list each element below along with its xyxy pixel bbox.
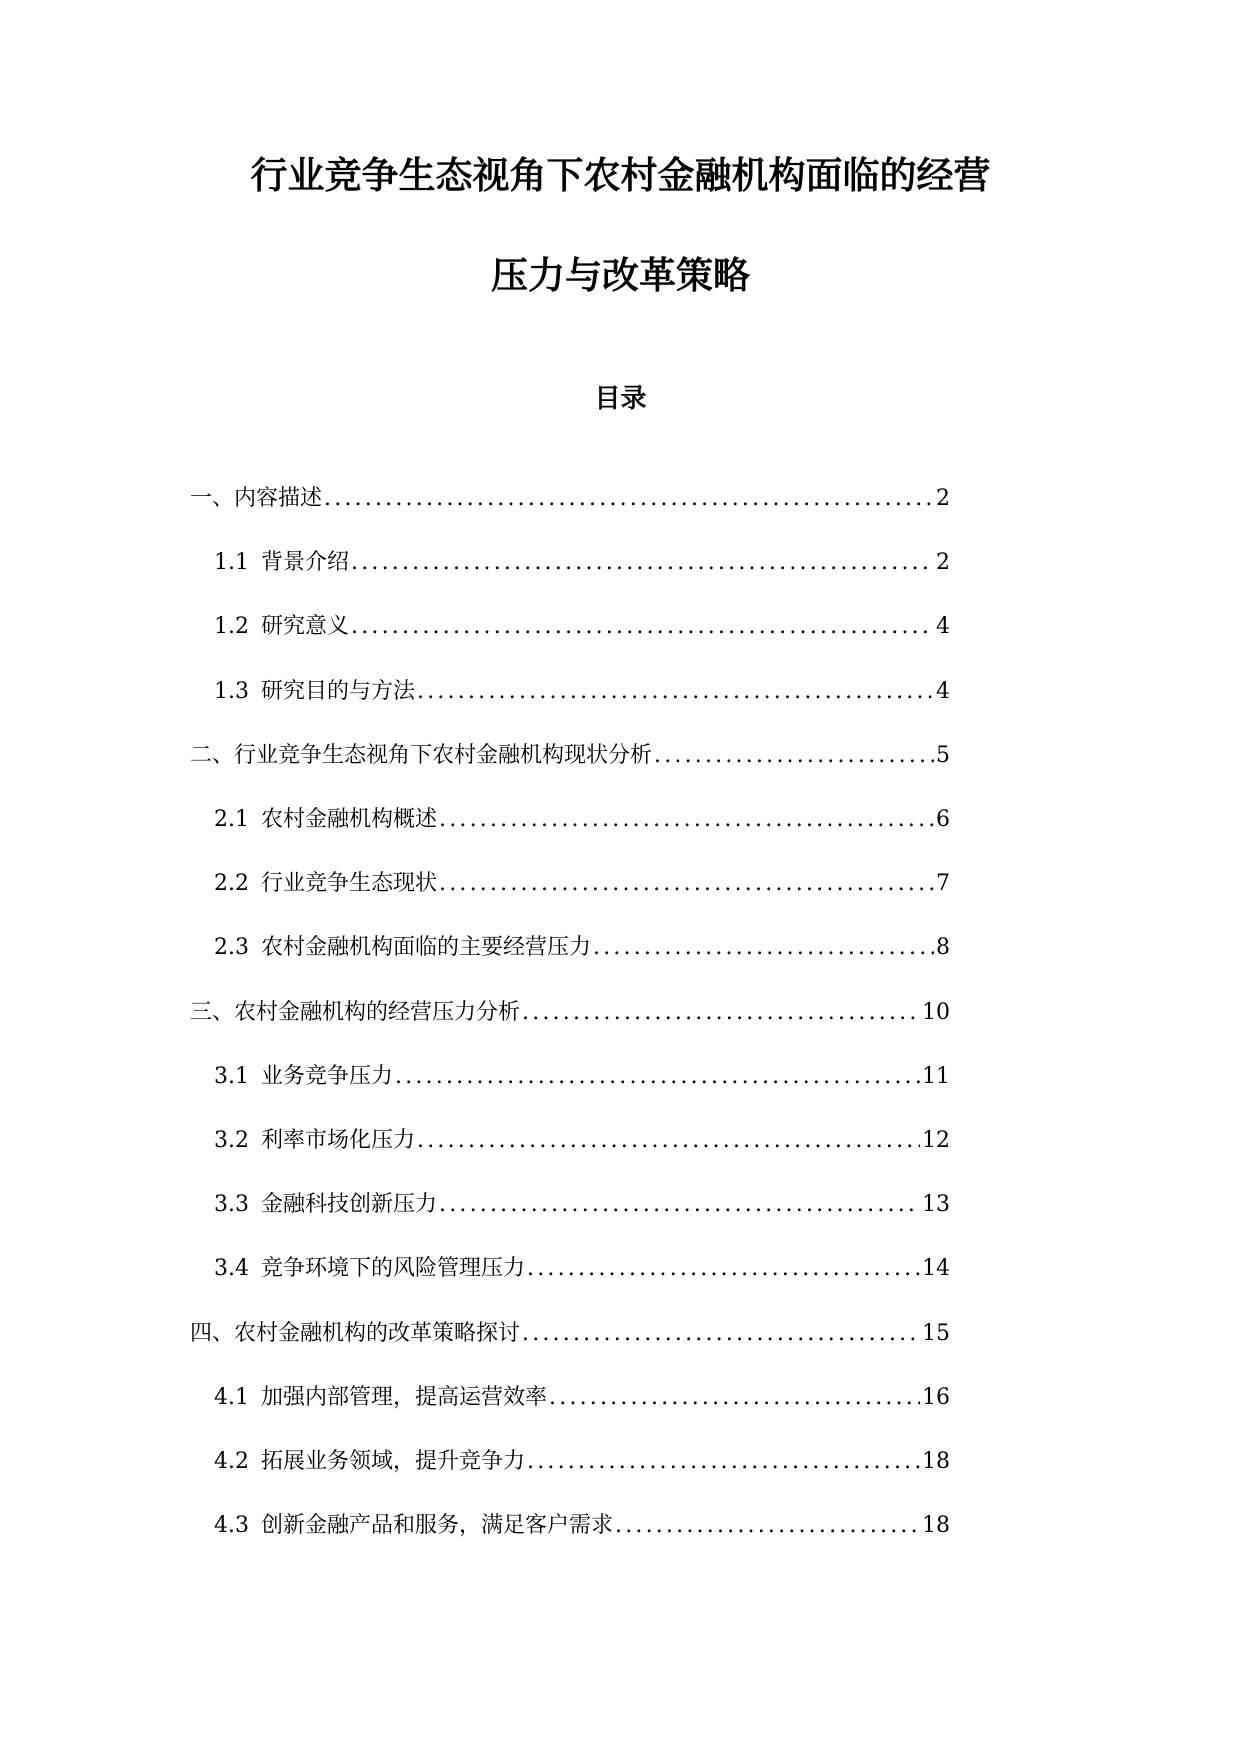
toc-entry-label: 金融科技创新压力: [261, 1192, 438, 1217]
toc-entry-page-number: 12: [922, 1128, 950, 1153]
toc-entry-number: 1.2: [214, 614, 249, 639]
toc-entry-page-number: 5: [936, 743, 950, 768]
toc-entry-label: 一、内容描述: [190, 486, 323, 511]
toc-entry-number: 1.3: [214, 679, 249, 704]
toc-leader-dots: [439, 805, 934, 835]
toc-leader-dots: [351, 612, 934, 642]
toc-entry-page-number: 2: [936, 486, 950, 511]
toc-entry-label: 竞争环境下的风险管理压力: [261, 1256, 526, 1281]
toc-entry-label: 业务竞争压力: [261, 1064, 394, 1089]
toc-entry-label: 二、行业竞争生态视角下农村金融机构现状分析: [190, 743, 653, 768]
toc-leader-dots: [522, 1319, 920, 1349]
toc-entry[interactable]: [214, 1383, 950, 1413]
toc-leader-dots: [351, 548, 934, 578]
toc-entry-label: 四、农村金融机构的改革策略探讨: [190, 1321, 521, 1346]
toc-entry-number: 2.2: [214, 871, 249, 896]
toc-entry-page-number: 2: [936, 550, 950, 575]
document-title-line-1: 行业竞争生态视角下农村金融机构面临的经营: [250, 154, 991, 197]
toc-entry-page-number: 18: [922, 1449, 950, 1474]
toc-entry-page-number: 13: [922, 1192, 950, 1217]
toc-leader-dots: [324, 484, 934, 514]
toc-entry[interactable]: [214, 1511, 950, 1541]
toc-entry[interactable]: [214, 1254, 950, 1284]
toc-entry-number: 4.1: [214, 1385, 249, 1410]
toc-entry-number: 3.3: [214, 1192, 249, 1217]
toc-entry-label: 加强内部管理，提高运营效率: [261, 1385, 548, 1410]
toc-entry-page-number: 7: [936, 871, 950, 896]
toc-entry[interactable]: [214, 1447, 950, 1477]
toc-entry[interactable]: [214, 1062, 950, 1092]
toc-entry-label: 利率市场化压力: [261, 1128, 416, 1153]
toc-entry-label: 研究目的与方法: [261, 679, 416, 704]
toc-entry-label: 创新金融产品和服务，满足客户需求: [261, 1513, 614, 1538]
toc-leader-dots: [395, 1062, 920, 1092]
toc-entry-number: 3.1: [214, 1064, 249, 1089]
toc-leader-dots: [615, 1511, 920, 1541]
toc-entry-label: 研究意义: [261, 614, 350, 639]
toc-entry-label: 行业竞争生态现状: [261, 871, 438, 896]
toc-entry-page-number: 14: [922, 1256, 950, 1281]
toc-entry[interactable]: [214, 869, 950, 899]
toc-entry-label: 三、农村金融机构的经营压力分析: [190, 1000, 521, 1025]
toc-heading: 目录: [594, 384, 647, 414]
toc-entry[interactable]: [214, 612, 950, 642]
toc-entry[interactable]: [214, 933, 950, 963]
toc-leader-dots: [654, 741, 934, 771]
toc-entry-page-number: 4: [936, 679, 950, 704]
toc-entry[interactable]: [214, 1126, 950, 1156]
toc-entry-page-number: 15: [922, 1321, 950, 1346]
toc-entry[interactable]: [190, 1319, 950, 1349]
toc-entry-page-number: 18: [922, 1513, 950, 1538]
toc-entry-page-number: 16: [922, 1385, 950, 1410]
document-title-line-2: 压力与改革策略: [491, 254, 750, 297]
toc-entry-number: 4.2: [214, 1449, 249, 1474]
toc-leader-dots: [593, 933, 934, 963]
toc-entry-page-number: 4: [936, 614, 950, 639]
toc-entry-label: 拓展业务领域，提升竞争力: [261, 1449, 526, 1474]
toc-entry[interactable]: [214, 677, 950, 707]
toc-entry-number: 3.4: [214, 1256, 249, 1281]
toc-entry-label: 农村金融机构概述: [261, 807, 438, 832]
toc-leader-dots: [439, 1190, 920, 1220]
toc-entry-page-number: 8: [936, 935, 950, 960]
toc-leader-dots: [439, 869, 934, 899]
toc-entry-number: 3.2: [214, 1128, 249, 1153]
toc-entry-number: 2.3: [214, 935, 249, 960]
toc-leader-dots: [549, 1383, 920, 1413]
toc-entry-number: 2.1: [214, 807, 249, 832]
toc-leader-dots: [527, 1447, 920, 1477]
toc-entry-page-number: 11: [922, 1064, 950, 1089]
toc-entry[interactable]: [190, 741, 950, 771]
toc-leader-dots: [527, 1254, 920, 1284]
toc-leader-dots: [522, 998, 920, 1028]
toc-entry[interactable]: [214, 805, 950, 835]
toc-entry-label: 农村金融机构面临的主要经营压力: [261, 935, 592, 960]
toc-entry[interactable]: [190, 484, 950, 514]
toc-entry[interactable]: [214, 548, 950, 578]
toc-leader-dots: [417, 1126, 920, 1156]
toc-entry[interactable]: [214, 1190, 950, 1220]
toc-entry-page-number: 6: [936, 807, 950, 832]
toc-entry-page-number: 10: [922, 1000, 950, 1025]
toc-leader-dots: [417, 677, 934, 707]
toc-entry-label: 背景介绍: [261, 550, 350, 575]
toc-entry[interactable]: [190, 998, 950, 1028]
toc-entry-number: 1.1: [214, 550, 249, 575]
toc-entry-number: 4.3: [214, 1513, 249, 1538]
